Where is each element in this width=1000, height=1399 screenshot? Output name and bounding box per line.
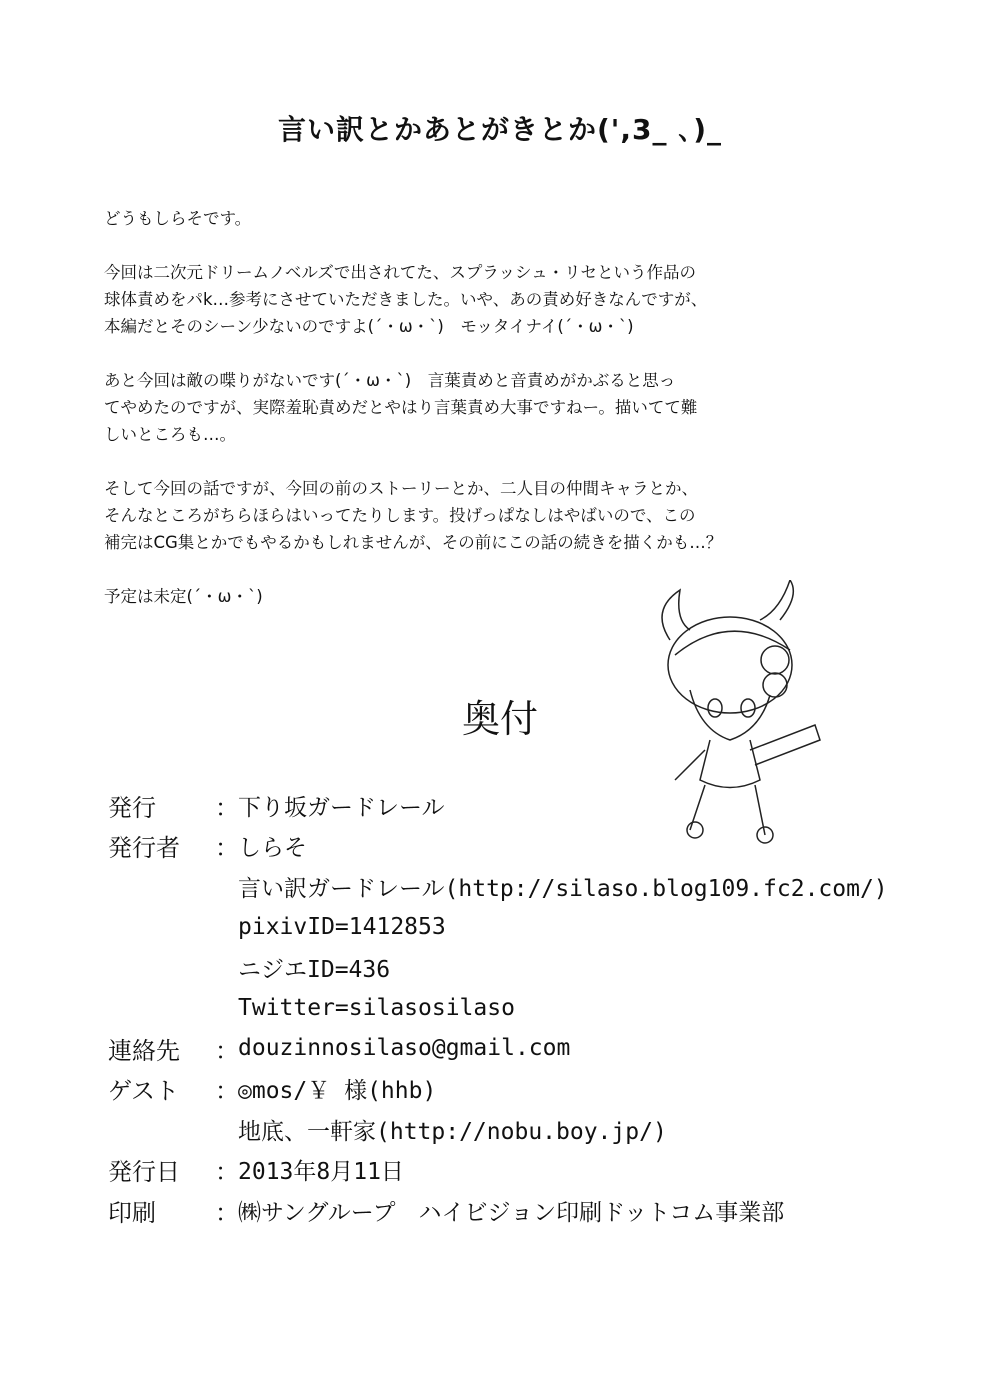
colophon-row (108, 826, 888, 867)
colophon-value: 地底、一軒家(http://nobu.boy.jp/) (238, 1118, 667, 1145)
paragraph: 今回は二次元ドリームノベルズで出されてた、スプラッシュ・リセという作品の 球体責めをパk…参考にさせていただきました。いや、あの責め好きなんですが、 本編だとそのシーン少ないのですよ(´・ω・`) モッタイナイ(´・ω・`) (104, 263, 708, 336)
colophon-row (108, 907, 888, 948)
colophon-value: douzinnosilaso@gmail.com (238, 1035, 571, 1062)
colophon-colon: ： (215, 1158, 239, 1187)
colophon-label: 発行者 (108, 834, 180, 863)
colophon-value: 2013年8月11日 (238, 1159, 404, 1186)
colophon-value: しらそ (238, 835, 307, 862)
colophon-label: 連絡先 (108, 1036, 180, 1065)
colophon-label: 印刷 (108, 1198, 156, 1227)
colophon-value: 言い訳ガードレール(http://silaso.blog109.fc2.com/) (238, 875, 888, 902)
colophon-value: ニジエID=436 (238, 956, 391, 983)
colophon-title: 奥付 (461, 697, 538, 741)
colophon-colon: ： (215, 1036, 239, 1065)
colophon-colon: ： (215, 793, 239, 822)
afterword-body (104, 205, 804, 637)
colophon-label: 発行日 (108, 1158, 180, 1187)
colophon-row (108, 1028, 888, 1069)
colophon-value: ◎mos/￥ 様(hhb) (238, 1078, 437, 1105)
colophon-colon: ： (215, 834, 239, 863)
colophon-row (108, 1190, 888, 1231)
colophon-colon: ： (215, 1077, 239, 1106)
paragraph: どうもしらそです。 (104, 209, 252, 228)
colophon-value: Twitter=silasosilaso (238, 994, 515, 1021)
colophon-row (108, 988, 888, 1029)
colophon-row (108, 947, 888, 988)
colophon-row (108, 1109, 888, 1150)
colophon-value: 下り坂ガードレール (238, 794, 445, 821)
colophon-table (108, 785, 888, 1231)
colophon-value: ㈱サングループ ハイビジョン印刷ドットコム事業部 (238, 1199, 785, 1226)
colophon-row (108, 866, 888, 907)
colophon-row (108, 785, 888, 826)
paragraph: 予定は未定(´・ω・`) (104, 587, 263, 606)
colophon-value: pixivID=1412853 (238, 913, 446, 940)
afterword-title: 言い訳とかあとがきとか(',3_ ､)_ (277, 113, 723, 146)
colophon-row (108, 1069, 888, 1110)
colophon-colon: ： (215, 1198, 239, 1227)
colophon-row (108, 1150, 888, 1191)
paragraph: そして今回の話ですが、今回の前のストーリーとか、二人目の仲間キャラとか、 そんなところがちらほらはいってたりします。投げっぱなしはやばいので、この 補完はCG集とかでもやるかもしれませんが、その前にこの話の続きを描くかも…？ (104, 479, 723, 552)
colophon-label: ゲスト (108, 1077, 180, 1106)
colophon-label: 発行 (108, 793, 156, 822)
paragraph: あと今回は敵の喋りがないです(´・ω・`) 言葉責めと音責めがかぶると思っ てやめたのですが、実際羞恥責めだとやはり言葉責め大事ですねー。描いてて難 しいところも…。 (104, 371, 698, 444)
